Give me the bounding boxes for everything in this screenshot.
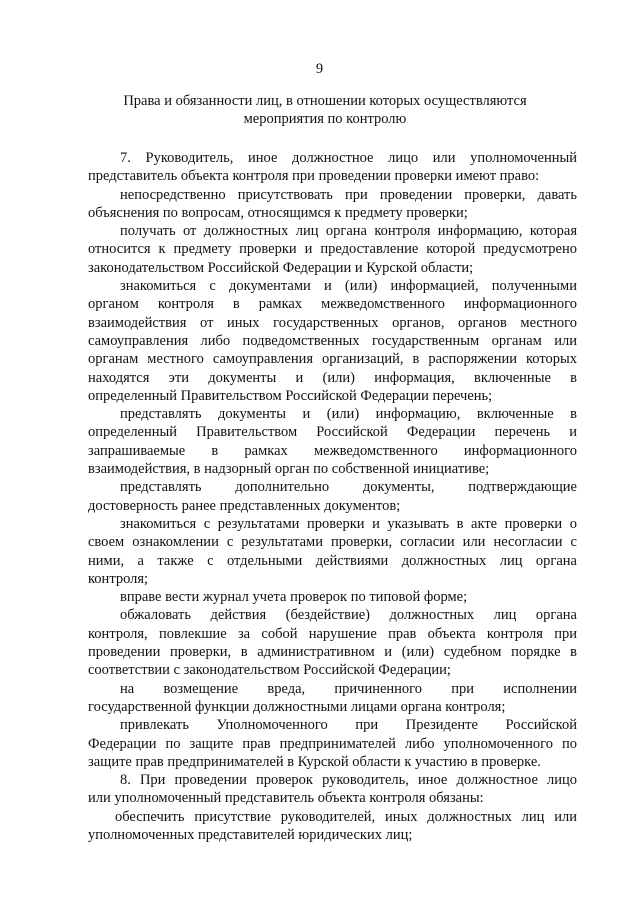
text-line: государственной функции должностными лицами органа контроля; bbox=[88, 698, 506, 715]
section-heading bbox=[100, 92, 550, 128]
text-line: вправе вести журнал учета проверок по типовой форме; bbox=[120, 589, 468, 606]
text-line: знакомиться с документами и (или) информацией, полученными bbox=[120, 278, 577, 295]
section-heading-line: мероприятия по контролю bbox=[243, 111, 407, 127]
text-line: самоуправления либо подведомственных государственным органам или bbox=[88, 332, 577, 349]
text-line: взаимодействия, в надзорный орган по собственной инициативе; bbox=[88, 461, 490, 478]
text-line: органам местного самоуправления организаций, в распоряжении которых bbox=[88, 351, 577, 368]
text-line: обжаловать действия (бездействие) должностных лиц органа bbox=[120, 607, 577, 624]
text-line: представлять документы и (или) информацию, включенные в bbox=[120, 406, 577, 423]
text-line: 7. Руководитель, иное должностное лицо или уполномоченный bbox=[120, 150, 577, 166]
text-line: законодательством Российской Федерации и Курской области; bbox=[88, 259, 474, 276]
text-line: своем ознакомлении с результатами проверки, согласии или несогласии с bbox=[88, 534, 577, 551]
text-line: представлять дополнительно документы, подтверждающие bbox=[120, 479, 577, 496]
text-line: или уполномоченный представитель объекта контроля обязаны: bbox=[88, 790, 484, 807]
text-line: 8. При проведении проверок руководитель, иное должностное лицо bbox=[120, 772, 577, 789]
text-line: защите прав предпринимателей в Курской области к участию в проверке. bbox=[88, 753, 541, 770]
body-text bbox=[88, 149, 577, 844]
text-line: ними, а также с отдельными действиями должностных лиц органа bbox=[88, 552, 577, 569]
text-line: уполномоченных представителей юридических лиц; bbox=[88, 826, 413, 843]
text-line: относится к предмету проверки и предоставление которой предусмотрено bbox=[88, 241, 577, 258]
text-line: Федерации по защите прав предпринимателей либо уполномоченного по bbox=[88, 735, 577, 752]
text-line: органом контроля в рамках межведомственного информационного bbox=[88, 296, 577, 313]
text-line: запрашиваемые в рамках межведомственного информационного bbox=[88, 442, 577, 459]
text-line: определенный Правительством Российской Федерации перечень; bbox=[88, 387, 493, 404]
text-line: контроля, повлекшие за собой нарушение прав объекта контроля при bbox=[88, 625, 577, 642]
section-heading-line: Права и обязанности лиц, в отношении которых осуществляются bbox=[123, 93, 527, 109]
text-line: представитель объекта контроля при проведении проверки имеют право: bbox=[88, 168, 540, 185]
text-line: получать от должностных лиц органа контроля информацию, которая bbox=[120, 223, 577, 240]
text-line: определенный Правительством Российской Федерации перечень и bbox=[88, 424, 577, 441]
text-line: взаимодействия от иных государственных органов, органов местного bbox=[88, 314, 577, 331]
text-line: на возмещение вреда, причиненного при исполнении bbox=[120, 680, 577, 697]
text-line: обеспечить присутствие руководителей, иных должностных лиц или bbox=[115, 808, 577, 825]
page-number: 9 bbox=[315, 61, 324, 77]
text-line: контроля; bbox=[88, 570, 149, 587]
text-line: знакомиться с результатами проверки и указывать в акте проверки о bbox=[120, 515, 577, 532]
text-line: соответствии с законодательством Российской Федерации; bbox=[88, 662, 451, 679]
text-line: проведении проверки, в административном и (или) судебном порядке в bbox=[88, 644, 577, 661]
text-line: объяснения по вопросам, относящимся к предмету проверки; bbox=[88, 204, 468, 221]
text-line: находятся эти документы и (или) информация, включенные в bbox=[88, 369, 577, 386]
text-line: привлекать Уполномоченного при Президенте Российской bbox=[120, 717, 577, 734]
text-line: непосредственно присутствовать при проведении проверки, давать bbox=[120, 186, 577, 203]
text-line: достоверность ранее представленных документов; bbox=[88, 497, 401, 514]
